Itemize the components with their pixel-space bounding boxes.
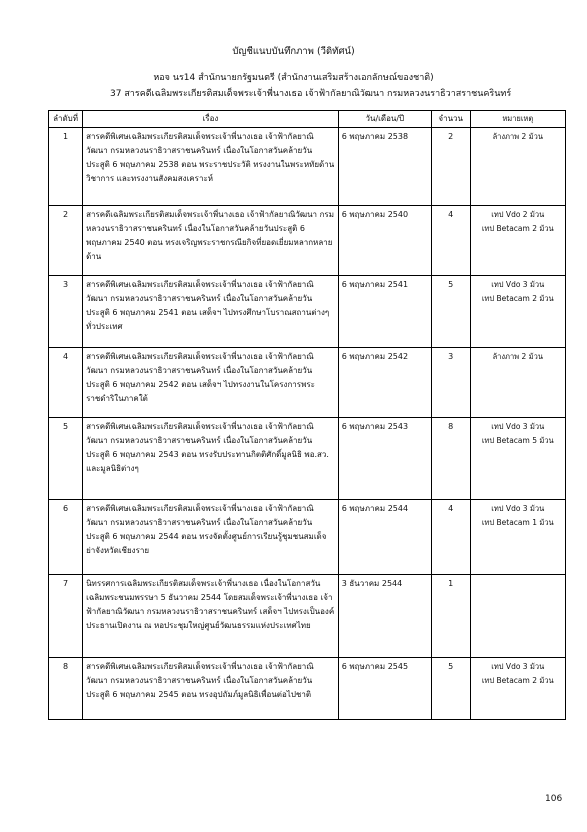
table-row	[49, 206, 566, 276]
row-count: 8	[431, 418, 470, 500]
column-header-count: จำนวน	[431, 111, 470, 128]
remark-line: เทป Betacam 2 ม้วน	[481, 294, 554, 303]
table-row	[49, 500, 566, 575]
row-number: 6	[49, 500, 83, 575]
row-remarks	[470, 418, 565, 500]
row-number: 3	[49, 276, 83, 348]
remark-line: เทป Betacam 2 ม้วน	[481, 676, 554, 685]
row-number: 4	[49, 348, 83, 418]
series-line: 37 สารคดีเฉลิมพระเกียรติสมเด็จพระเจ้าพี่นางเธอ เจ้าฟ้ากัลยาณิวัฒนา กรมหลวงนราธิวาสราชนครินทร์	[110, 89, 512, 99]
row-count: 4	[431, 206, 470, 276]
row-count: 5	[431, 658, 470, 720]
row-subject: สารคดีพิเศษเฉลิมพระเกียรติสมเด็จพระเจ้าพี่นางเธอ เจ้าฟ้ากัลยาณิวัฒนา กรมหลวงนราธิวาสราชนครินทร์ เนื่องในโอกาสวันคล้ายวันประสูติ 6 พฤษภาคม 2541 ตอน เสด็จฯ ไปทรงศึกษาโบราณสถานต่างๆ ทั่วประเทศ	[83, 276, 339, 348]
column-header-date: วัน/เดือน/ปี	[338, 111, 431, 128]
row-subject: สารคดีพิเศษเฉลิมพระเกียรติสมเด็จพระเจ้าพี่นางเธอ เจ้าฟ้ากัลยาณิวัฒนา กรมหลวงนราธิวาสราชนครินทร์ เนื่องในโอกาสวันคล้ายวันประสูติ 6 พฤษภาคม 2542 ตอน เสด็จฯ ไปทรงงานในโครงการพระราชดำริในภาคใต้	[83, 348, 339, 418]
table-row	[49, 276, 566, 348]
row-date: 3 ธันวาคม 2544	[338, 575, 431, 658]
remark-line: เทป Vdo 3 ม้วน	[491, 504, 545, 513]
row-number: 1	[49, 128, 83, 206]
column-header-no: ลำดับที่	[49, 111, 83, 128]
row-subject: นิทรรศการเฉลิมพระเกียรติสมเด็จพระเจ้าพี่นางเธอ เนื่องในโอกาสวันเฉลิมพระชนมพรรษา 5 ธันวาคม 2544 โดยสมเด็จพระเจ้าพี่นางเธอ เจ้าฟ้ากัลยาณิวัฒนา กรมหลวงนราธิวาสราชนครินทร์ เสด็จฯ ไปทรงเป็นองค์ประธานเปิดงาน ณ หอประชุมใหญ่ศูนย์วัฒนธรรมแห่งประเทศไทย	[83, 575, 339, 658]
row-subject: สารคดีพิเศษเฉลิมพระเกียรติสมเด็จพระเจ้าพี่นางเธอ เจ้าฟ้ากัลยาณิวัฒนา กรมหลวงนราธิวาสราชนครินทร์ เนื่องในโอกาสวันคล้ายวันประสูติ 6 พฤษภาคม 2543 ตอน ทรงรับประทานกิตติศักดิ์มูลนิธิ พอ.สว. และมูลนิธิต่างๆ	[83, 418, 339, 500]
row-remarks	[470, 658, 565, 720]
row-count: 2	[431, 128, 470, 206]
table-row	[49, 575, 566, 658]
row-subject: สารคดีพิเศษเฉลิมพระเกียรติสมเด็จพระเจ้าพี่นางเธอ เจ้าฟ้ากัลยาณิวัฒนา กรมหลวงนราธิวาสราชนครินทร์ เนื่องในโอกาสวันคล้ายวันประสูติ 6 พฤษภาคม 2545 ตอน ทรงอุปถัมภ์มูลนิธิเพื่อนต่อไปชาติ	[83, 658, 339, 720]
remark-line: เทป Betacam 5 ม้วน	[481, 436, 554, 445]
row-date: 6 พฤษภาคม 2543	[338, 418, 431, 500]
row-count: 3	[431, 348, 470, 418]
document-title: บัญชีแนบบันทึกภาพ (วีดิทัศน์)	[232, 46, 355, 57]
table-row	[49, 418, 566, 500]
remark-line: ล้างภาพ 2 ม้วน	[492, 352, 543, 361]
row-remarks	[470, 128, 565, 206]
remark-line: เทป Vdo 3 ม้วน	[491, 280, 545, 289]
table-row	[49, 128, 566, 206]
page-number: 106	[545, 794, 563, 804]
table-row	[49, 658, 566, 720]
table-row	[49, 348, 566, 418]
row-remarks	[470, 500, 565, 575]
row-number: 2	[49, 206, 83, 276]
column-header-remarks: หมายเหตุ	[470, 111, 565, 128]
row-date: 6 พฤษภาคม 2544	[338, 500, 431, 575]
remark-line: เทป Betacam 2 ม้วน	[481, 224, 554, 233]
row-date: 6 พฤษภาคม 2540	[338, 206, 431, 276]
record-group-line: หอจ นร14 สำนักนายกรัฐมนตรี (สำนักงานเสริมสร้างเอกลักษณ์ของชาติ)	[153, 73, 434, 83]
row-number: 8	[49, 658, 83, 720]
row-remarks	[470, 206, 565, 276]
records-table	[48, 110, 566, 720]
row-subject: สารคดีพิเศษเฉลิมพระเกียรติสมเด็จพระเจ้าพี่นางเธอ เจ้าฟ้ากัลยาณิวัฒนา กรมหลวงนราธิวาสราชนครินทร์ เนื่องในโอกาสวันคล้ายวันประสูติ 6 พฤษภาคม 2544 ตอน ทรงจัดตั้งศูนย์การเรียนรู้ชุมชนสมเด็จย่าจังหวัดเชียงราย	[83, 500, 339, 575]
remark-line: ล้างภาพ 2 ม้วน	[492, 132, 543, 141]
row-date: 6 พฤษภาคม 2542	[338, 348, 431, 418]
row-count: 5	[431, 276, 470, 348]
row-date: 6 พฤษภาคม 2541	[338, 276, 431, 348]
row-number: 5	[49, 418, 83, 500]
remark-line: เทป Vdo 2 ม้วน	[491, 210, 545, 219]
row-remarks	[470, 575, 565, 658]
remark-line: เทป Vdo 3 ม้วน	[491, 422, 545, 431]
row-date: 6 พฤษภาคม 2538	[338, 128, 431, 206]
remark-line: เทป Vdo 3 ม้วน	[491, 662, 545, 671]
row-date: 6 พฤษภาคม 2545	[338, 658, 431, 720]
row-remarks	[470, 276, 565, 348]
row-subject: สารคดีพิเศษเฉลิมพระเกียรติสมเด็จพระเจ้าพี่นางเธอ เจ้าฟ้ากัลยาณิวัฒนา กรมหลวงนราธิวาสราชนครินทร์ เนื่องในโอกาสวันคล้ายวันประสูติ 6 พฤษภาคม 2538 ตอน พระราชประวัติ ทรงงานในพระหทัยด้านวิชาการ และทรงงานสังคมสงเคราะห์	[83, 128, 339, 206]
row-number: 7	[49, 575, 83, 658]
row-count: 4	[431, 500, 470, 575]
table-header-row	[49, 111, 566, 128]
remark-line: เทป Betacam 1 ม้วน	[481, 518, 554, 527]
column-header-subject: เรื่อง	[83, 111, 339, 128]
row-count: 1	[431, 575, 470, 658]
row-remarks	[470, 348, 565, 418]
row-subject: สารคดีเฉลิมพระเกียรติสมเด็จพระเจ้าพี่นางเธอ เจ้าฟ้ากัลยาณิวัฒนา กรมหลวงนราธิวาสราชนครินทร์ เนื่องในโอกาสวันคล้ายวันประสูติ 6 พฤษภาคม 2540 ตอน ทรงเจริญพระราชกรณียกิจที่ยอดเยี่ยมหลากหลายด้าน	[83, 206, 339, 276]
